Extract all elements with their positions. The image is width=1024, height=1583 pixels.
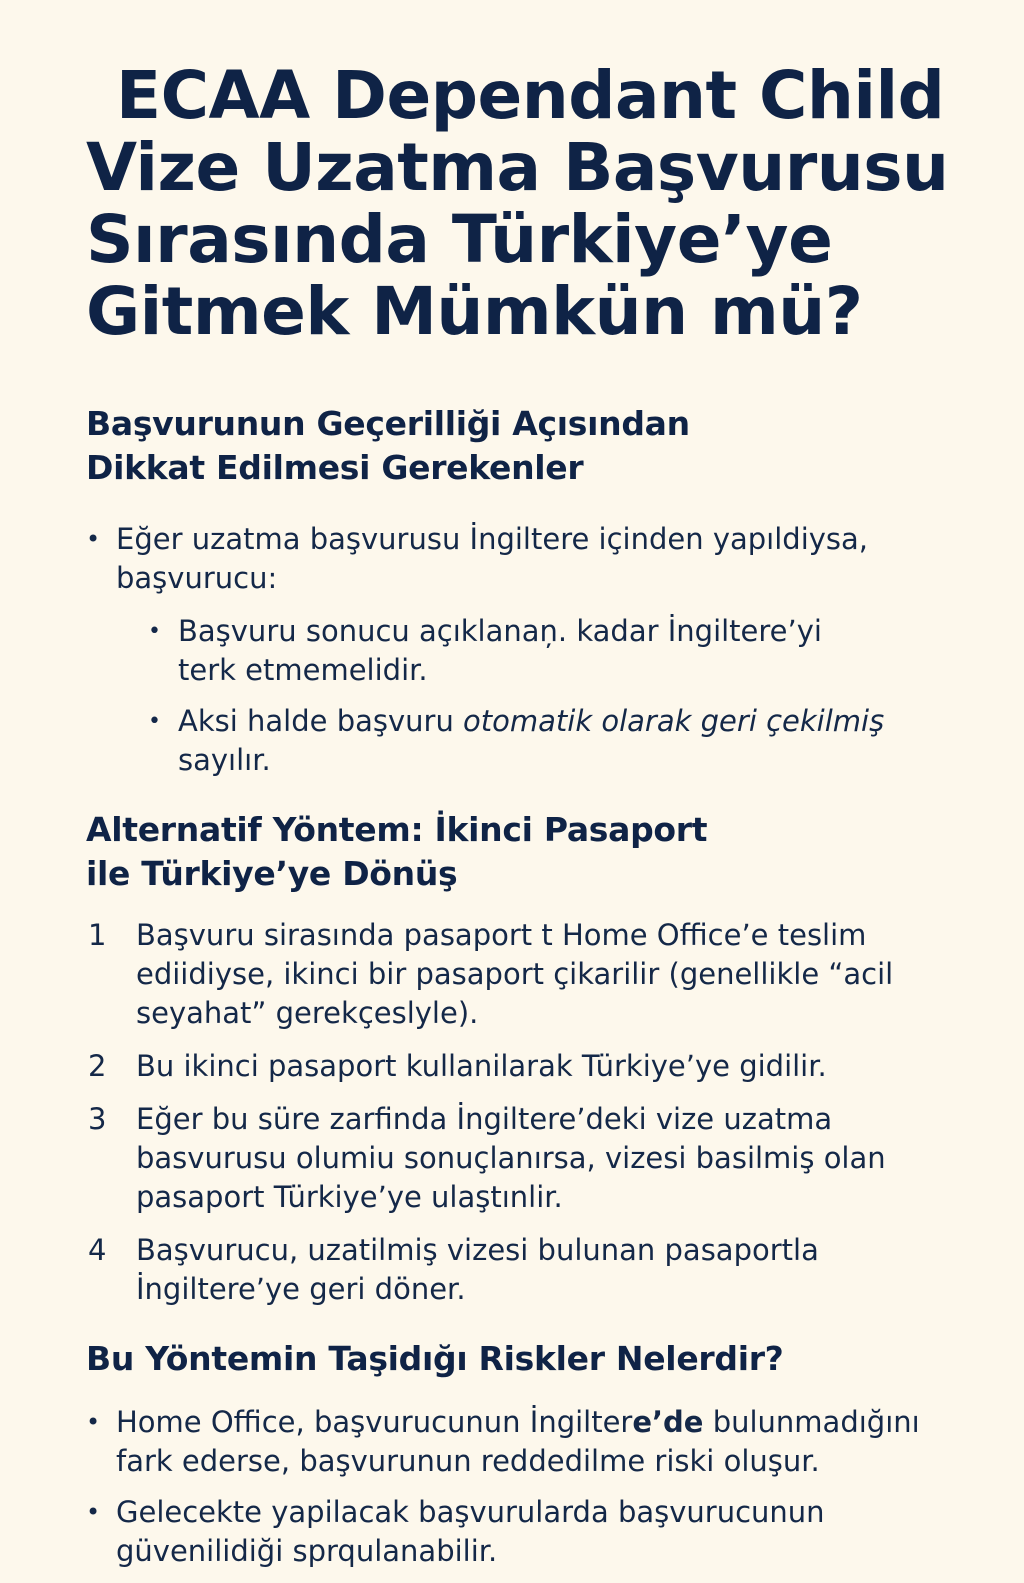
sub-item-line-1: Başvuru sonucu açıklanaņ. kadar İngiltere’yi [178, 614, 822, 648]
risks-list [86, 1403, 966, 1571]
section-alternative-method [86, 808, 966, 1309]
risk-line-2: fark ederse, başvurunun reddedilme riski oluşur. [116, 1444, 820, 1478]
step-line-3: seyahat” gerekçeslyle). [136, 996, 479, 1030]
list-item [148, 612, 966, 690]
step-number: 1 [88, 918, 107, 952]
list-item [86, 916, 966, 1033]
list-item [86, 1231, 966, 1309]
list-item [86, 1493, 966, 1571]
step-line-2: ediidiyse, ikinci bir pasaport çikarilir (genellikle “acil [136, 957, 894, 991]
risk-line-1 [116, 1403, 966, 1442]
step-line-1: Başvurucu, uzatilmiş vizesi bulunan pasaportla [136, 1233, 819, 1267]
title-line-4: Gitmek Mümkün mü? [86, 273, 863, 350]
sub-item-line-2: sayılır. [178, 743, 271, 777]
list-item [148, 702, 966, 780]
section-risks-heading [86, 1337, 966, 1381]
bullet-dot-icon: • [86, 1408, 101, 1436]
heading-line-2: Dikkat Edilmesi Gerekenler [86, 448, 584, 487]
heading-line-1: Bu Yöntemin Taşidığı Riskler Nelerdir? [86, 1339, 784, 1378]
sub-item-text: Aksi halde başvuru [178, 704, 464, 738]
step-number: 3 [88, 1102, 107, 1136]
page-title [86, 57, 966, 350]
risk-text: Home Office, başvurucunun İngilter [116, 1405, 633, 1439]
heading-line-1: Alternatif Yöntem: İkinci Pasaport [86, 810, 708, 849]
bullet-line-1: Eğer uzatma başvurusu İngiltere içinden yapıldiysa, [116, 522, 869, 556]
step-line-3: pasaport Türkiye’ye ulaştınlir. [136, 1180, 563, 1214]
heading-line-1: Başvurunun Geçerilliği Açısından [86, 404, 690, 443]
step-line-1: Başvuru sirasında pasaport t Home Office’e teslim [136, 918, 867, 952]
title-line-2: Vize Uzatma Başvurusu [86, 129, 949, 206]
emphasis-text: otomatik olarak geri çekilmiş [463, 704, 885, 738]
risk-line-1: Gelecekte yapilacak başvurularda başvurucunun [116, 1495, 825, 1529]
step-line-1: Bu ikinci pasaport kullanilarak Türkiye’ye gidilir. [136, 1049, 827, 1083]
bullet-line-2: başvurucu: [116, 561, 278, 595]
risk-text: bulunmadığını [703, 1405, 920, 1439]
bullet-dot-icon: • [148, 709, 161, 734]
step-number: 2 [88, 1049, 107, 1083]
list-item [86, 1100, 966, 1217]
step-line-2: basvurusu olumiu sonuçlanırsa, vizesi basilmiş olan [136, 1141, 886, 1175]
bullet-dot-icon: • [148, 619, 161, 644]
title-line-3: Sırasında Türkiye’ye [86, 201, 833, 278]
section-validity [86, 402, 966, 780]
section-alternative-heading [86, 808, 966, 896]
list-item [86, 520, 966, 780]
heading-line-2: ile Türkiye’ye Dönüş [86, 854, 458, 893]
bullet-dot-icon: • [86, 1498, 101, 1526]
step-line-1: Eğer bu süre zarfinda İngiltere’deki vize uzatma [136, 1102, 833, 1136]
list-item [86, 1403, 966, 1481]
bullet-dot-icon: • [86, 525, 101, 553]
step-number: 4 [88, 1233, 107, 1267]
title-line-1: ECAA Dependant Child [116, 57, 945, 134]
list-item [86, 1047, 966, 1086]
validity-sub-list [148, 612, 966, 780]
validity-bullet-list [86, 520, 966, 780]
sub-item-line-1 [178, 702, 966, 741]
risk-line-2: güvenilidiği sprqulanabilir. [116, 1534, 498, 1568]
sub-item-line-2: terk etmemelidir. [178, 653, 428, 687]
document-page [86, 57, 966, 1583]
bold-text: e’de [632, 1405, 704, 1439]
section-validity-heading [86, 402, 966, 490]
steps-list [86, 916, 966, 1309]
step-line-2: İngiltere’ye geri döner. [136, 1272, 466, 1306]
